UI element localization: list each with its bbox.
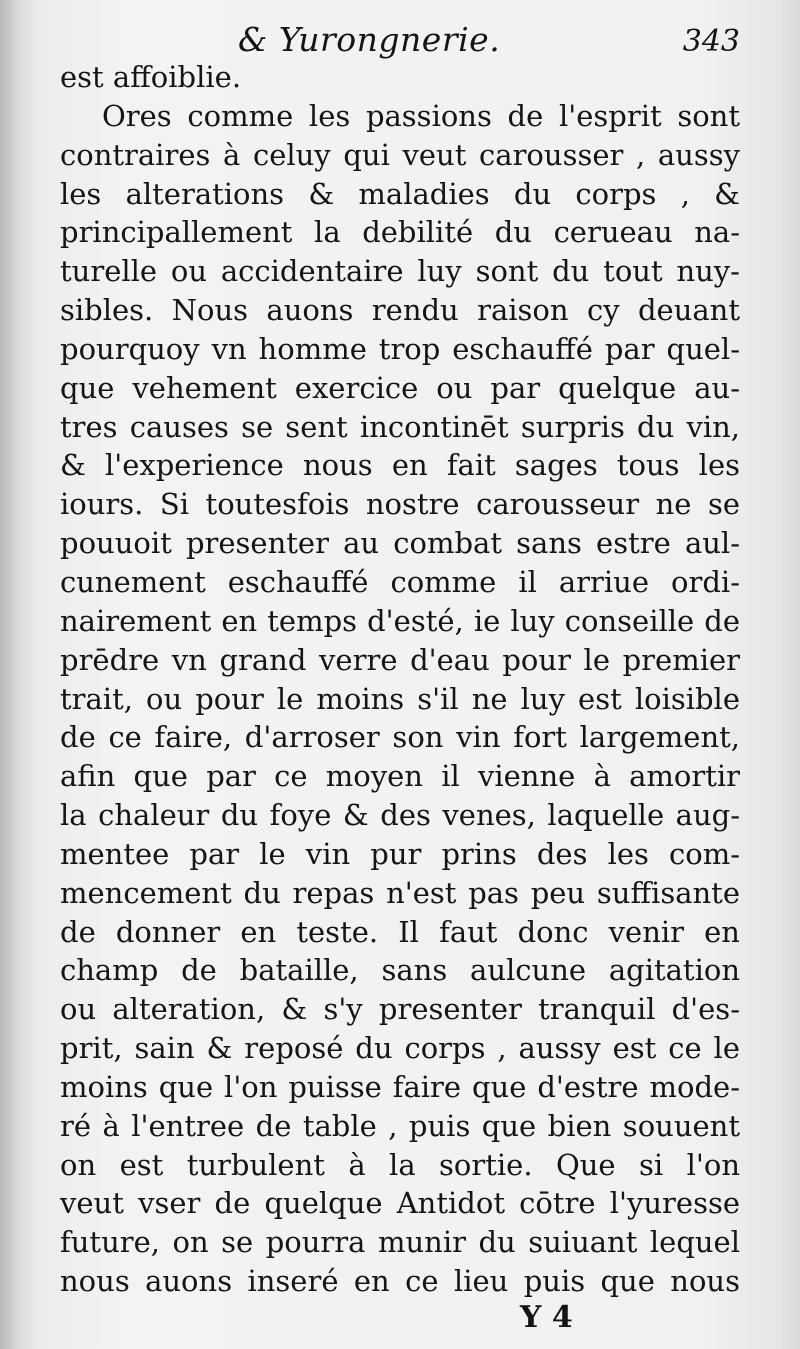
text-line: & l'experience nous en fait sages tous les	[60, 448, 740, 483]
text-line: mencement du repas n'est pas peu suffisante	[60, 875, 740, 910]
text-line: nous auons inseré en ce lieu puis que nous	[60, 1264, 740, 1299]
text-line: tres causes se sent incontinēt surpris du vin,	[60, 409, 740, 444]
text-line: mentee par le vin pur prins des les com-	[60, 836, 740, 871]
text-line: champ de bataille, sans aulcune agitation	[60, 953, 740, 988]
text-line: pouuoit presenter au combat sans estre aul-	[60, 526, 740, 561]
text-line: prit, sain & reposé du corps , aussy est ce le	[60, 1031, 740, 1066]
text-line: veut vser de quelque Antidot cōtre l'yuresse	[60, 1186, 740, 1221]
text-line: ou alteration, & s'y presenter tranquil d'es-	[60, 992, 740, 1027]
text-line: moins que l'on puisse faire que d'estre mode-	[60, 1069, 740, 1104]
text-line: sibles. Nous auons rendu raison cy deuant	[60, 293, 740, 328]
text-line: les alterations & maladies du corps , &	[60, 176, 740, 211]
text-line: de donner en teste. Il faut donc venir en	[60, 914, 740, 949]
text-line: que vehement exercice ou par quelque au-	[60, 370, 740, 405]
text-line: principallement la debilité du cerueau na-	[60, 215, 740, 250]
text-line: ré à l'entree de table , puis que bien souuent	[60, 1108, 740, 1143]
page-header	[0, 14, 800, 64]
page-gutter-shadow	[0, 0, 18, 1349]
text-line: cunement eschauffé comme il arriue ordi-	[60, 564, 740, 599]
text-line: contraires à celuy qui veut carousser , aussy	[60, 137, 740, 172]
catchword-signature: Y 4	[520, 1300, 573, 1335]
body-text	[60, 58, 740, 1301]
text-line: iours. Si toutesfois nostre carousseur ne se	[60, 487, 740, 522]
text-line: on est turbulent à la sortie. Que si l'on	[60, 1147, 740, 1182]
text-line: Ores comme les passions de l'esprit sont	[102, 98, 740, 133]
text-line: prēdre vn grand verre d'eau pour le premier	[60, 642, 740, 677]
text-line: de ce faire, d'arroser son vin fort largement,	[60, 720, 740, 755]
text-line: la chaleur du foye & des venes, laquelle aug-	[60, 798, 740, 833]
text-line: pourquoy vn homme trop eschauffé par quel-	[60, 331, 740, 366]
text-line: turelle ou accidentaire luy sont du tout nuy-	[60, 254, 740, 289]
text-line: afin que par ce moyen il vienne à amortir	[60, 759, 740, 794]
page-number: 343	[682, 24, 740, 59]
text-line: future, on se pourra munir du suiuant lequel	[60, 1225, 740, 1260]
text-line: est affoiblie.	[60, 60, 242, 94]
text-line: nairement en temps d'esté, ie luy conseille de	[60, 603, 740, 638]
running-title: & Yurongnerie.	[238, 20, 501, 59]
text-line: trait, ou pour le moins s'il ne luy est loisible	[60, 681, 740, 716]
